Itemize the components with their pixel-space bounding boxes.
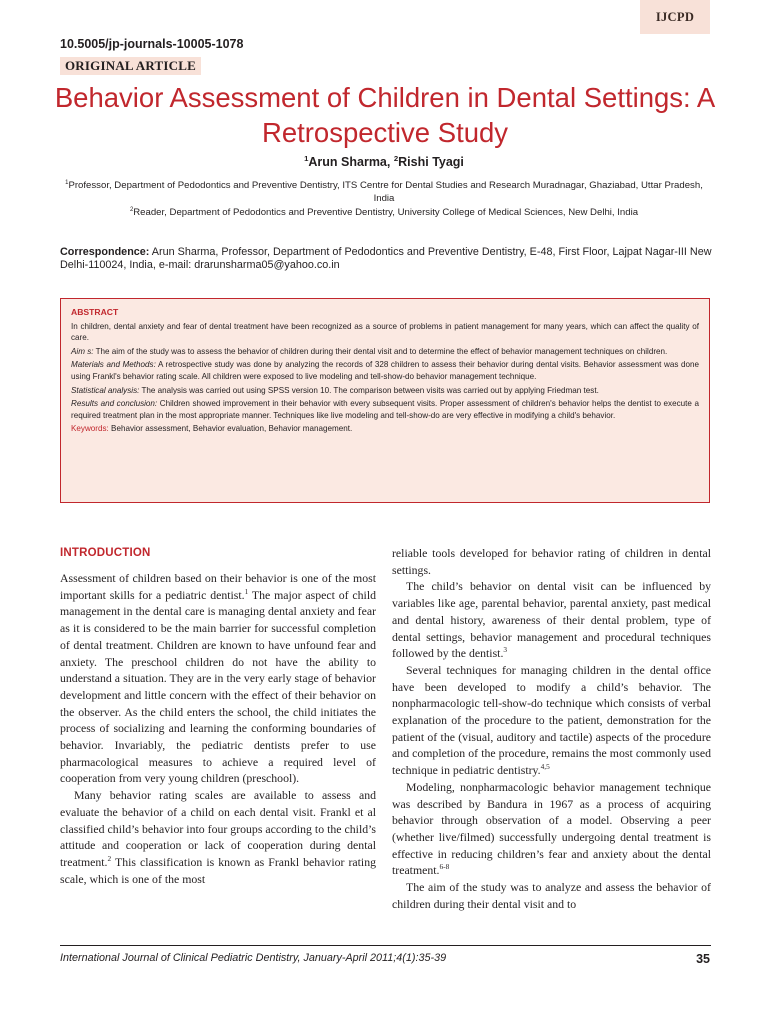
abstract-box xyxy=(60,298,710,503)
body-column-left xyxy=(60,570,376,887)
author-list xyxy=(0,155,768,169)
author-separator: , xyxy=(386,155,394,169)
paragraph-text: The child’s behavior on dental visit can be influenced by variables like age, parental behavior, parental anxiety, past medical and dental history, awareness of their dental problem, type of dental settings, behavior management and procedural techniques followed by the dentist. xyxy=(392,579,711,661)
abstract-results-label: Results and conclusion: xyxy=(71,399,158,409)
paragraph xyxy=(60,570,376,787)
affiliation-1-mark: 1 xyxy=(65,179,69,186)
paragraph-text: Modeling, nonpharmacologic behavior management technique was described by Bandura in 1967 as a process of acquiring behavior through observation of a model. Observing a peer (whether live/filmed) successfully undergoing dental treatment is effective in reducing children’s fear and anxiety about the dental treatment. xyxy=(392,779,711,878)
paragraph-text: The major aspect of child management in the dental care is managing dental anxiety and fear as it is considered to be the main barrier for successful completion of dental treatment. Children are known to have unfound fear and anxiety. The preschool children do not have the ability to understand a situation. They are in the very early stage of behavior development and little concern with the effect of their behavior on the observer. As the child enters the school, the child initiates the process of socializing and learning the conforming boundaries of behavior. Invariably, the pediatric dentists prefer to use pharmacological measures to achieve a required level of cooperation from very young children (preschool). xyxy=(60,587,376,786)
affiliation-2-text: Reader, Department of Pedodontics and Preventive Dentistry, University College of Medical Sciences, New Delhi, India xyxy=(133,207,639,218)
journal-tag: IJCPD xyxy=(640,0,710,34)
keywords-text: Behavior assessment, Behavior evaluation, Behavior management. xyxy=(108,424,353,434)
body-column-right xyxy=(392,545,711,912)
paragraph-text: This classification is known as Frankl behavior rating scale, which is one of the most xyxy=(60,854,376,886)
paragraph-text: Many behavior rating scales are available to assess and evaluate the behavior of a child on each dental visit. Frankl et al classified child’s behavior into four groups according to the child’s attitude and cooperation or lack of cooperation during dental treatment. xyxy=(60,788,376,869)
affiliation-2-mark: 2 xyxy=(129,206,134,213)
correspondence-label: Correspondence: xyxy=(60,246,150,258)
article-type-badge: ORIGINAL ARTICLE xyxy=(60,57,201,75)
abstract-heading: ABSTRACT xyxy=(71,307,119,317)
paragraph xyxy=(392,779,711,879)
author-1-affiliation-mark: 1 xyxy=(304,153,309,163)
page-number: 35 xyxy=(696,952,710,966)
affiliation-2 xyxy=(60,206,708,219)
author-2-name: Rishi Tyagi xyxy=(398,155,464,169)
paragraph xyxy=(392,578,711,662)
abstract-aims-text: The aim of the study was to assess the behavior of children during their dental visit and to determine the effect of behavior management techniques on children. xyxy=(93,346,668,356)
abstract-results xyxy=(71,398,699,421)
abstract-methods xyxy=(71,359,699,382)
paragraph: reliable tools developed for behavior rating of children in dental settings. xyxy=(392,546,711,577)
paragraph-text: Assessment of children based on their behavior is one of the most important skills for a pediatric dentist. xyxy=(60,571,376,602)
abstract-keywords xyxy=(71,423,699,435)
citation-ref[interactable]: 1 xyxy=(244,586,249,596)
paragraph: The aim of the study was to analyze and assess the behavior of children during their dental visit and to xyxy=(392,880,711,911)
paragraph-text: Several techniques for managing children in the dental office have been developed to modify a child’s behavior. The nonpharmacologic tell-show-do technique which consists of verbal explanation of the procedure to the patient, demonstration for the patient of the (visual, auditory and tactile) aspects of the procedure and completion of the procedure, remains the most commonly used technique in pediatric dentistry. xyxy=(392,662,711,778)
author-2-affiliation-mark: 2 xyxy=(393,153,399,163)
section-heading-introduction: INTRODUCTION xyxy=(60,547,151,559)
footer-citation: International Journal of Clinical Pediatric Dentistry, January-April 2011;4(1):35-39 xyxy=(60,952,447,964)
author-1-name: Arun Sharma xyxy=(308,155,387,169)
doi[interactable]: 10.5005/jp-journals-10005-1078 xyxy=(60,37,244,51)
correspondence xyxy=(60,246,715,272)
abstract-methods-text: A retrospective study was done by analyzing the records of 328 children to assess their behavior during dental visits. Behavior assessment was done using Frankl's behavior rating scale. All children were exposed to live modeling and tell-show-do behavior management technique. xyxy=(71,360,699,381)
abstract-intro: In children, dental anxiety and fear of dental treatment have been recognized as a source of problems in patient management for many years, which can affect the quality of care. xyxy=(71,321,699,343)
affiliation-1 xyxy=(60,179,708,205)
affiliation-1-text: Professor, Department of Pedodontics and Preventive Dentistry, ITS Centre for Dental Studies and Research Muradnagar, Ghaziabad, Uttar Pradesh, India xyxy=(68,180,703,204)
paragraph xyxy=(392,662,711,779)
abstract-statistics xyxy=(71,385,699,397)
abstract-aims xyxy=(71,346,699,358)
abstract-statistics-label: Statistical analysis: xyxy=(71,385,140,395)
paper-title: Behavior Assessment of Children in Dental Settings: A Retrospective Study xyxy=(54,82,716,148)
paragraph xyxy=(60,787,376,887)
abstract-results-text: Children showed improvement in their behavior with every subsequent visits. Proper assessment of children's behavior helps the dentist to execute a required treatment plan in the most appropriate manner. Techniques like live modeling and tell-show-do are very effective in modifying a child's behavior. xyxy=(71,399,699,420)
correspondence-text: Arun Sharma, Professor, Department of Pedodontics and Preventive Dentistry, E-48, First Floor, Lajpat Nagar-III New Delhi-110024, India, e-mail: drarunsharma05@yahoo.co.in xyxy=(60,246,712,271)
abstract-methods-label: Materials and Methods: xyxy=(71,360,156,370)
citation-ref[interactable]: 6-8 xyxy=(439,862,450,872)
citation-ref[interactable]: 2 xyxy=(107,854,112,864)
footer-divider xyxy=(60,945,711,946)
citation-ref[interactable]: 3 xyxy=(503,645,508,655)
abstract-statistics-text: The analysis was carried out using SPSS version 10. The comparison between visits was carried out by applying Friedman test. xyxy=(139,385,599,395)
abstract-aims-label: Aim s: xyxy=(71,346,94,356)
keywords-label: Keywords: xyxy=(71,424,109,434)
citation-ref[interactable]: 4,5 xyxy=(540,762,550,772)
